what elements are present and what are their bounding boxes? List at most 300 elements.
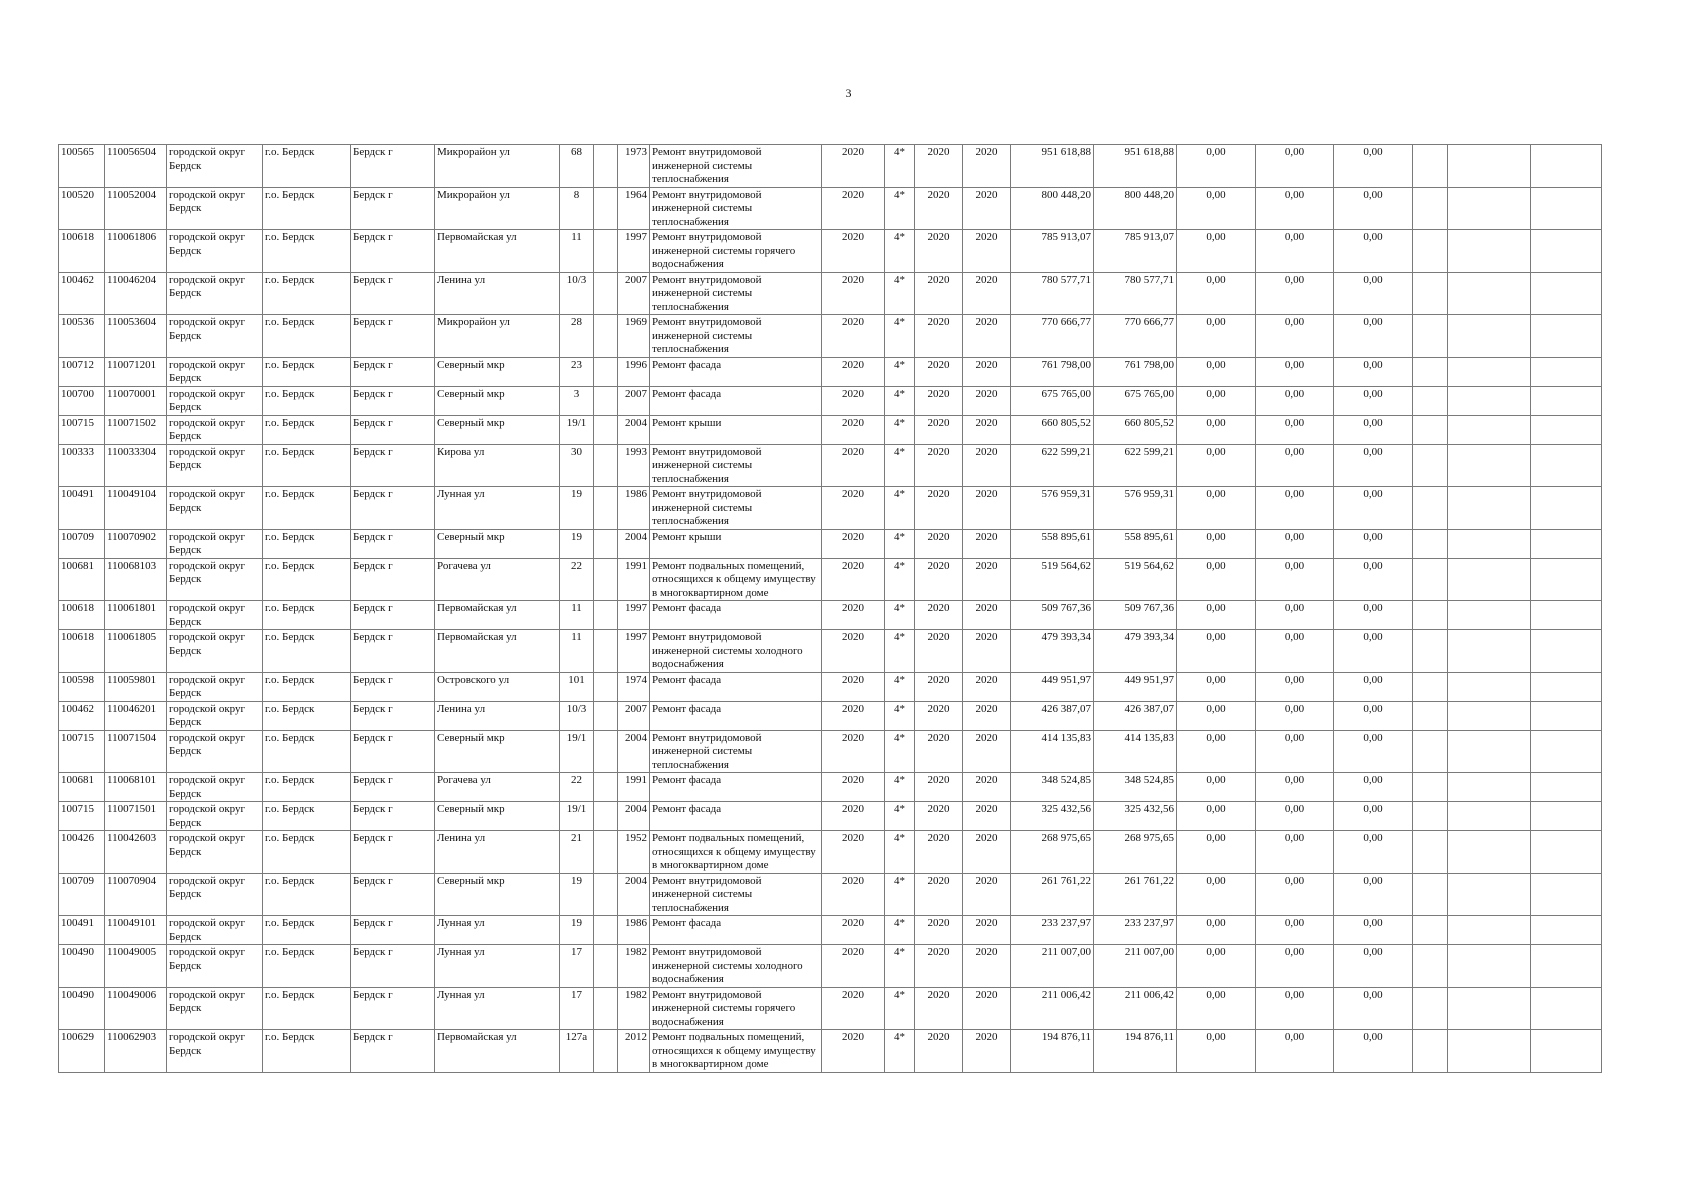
cell-plan-year: 2020 bbox=[822, 187, 885, 230]
cell-object-id: 100598 bbox=[59, 672, 105, 701]
cell-commissioning-year: 1982 bbox=[618, 945, 650, 988]
cell-object-id: 100712 bbox=[59, 357, 105, 386]
cell-extra-col-3 bbox=[1531, 558, 1602, 601]
cell-budget-cost-1: 0,00 bbox=[1177, 145, 1256, 188]
cell-budget-cost-3: 0,00 bbox=[1334, 145, 1413, 188]
cell-house-number: 101 bbox=[560, 672, 594, 701]
cell-end-year: 2020 bbox=[963, 630, 1011, 673]
cell-locality: Бердск г bbox=[351, 357, 435, 386]
cell-building bbox=[594, 558, 618, 601]
cell-budget-cost-1: 0,00 bbox=[1177, 444, 1256, 487]
cell-municipality: городской округ Бердск bbox=[167, 987, 263, 1030]
cell-district: г.о. Бердск bbox=[263, 230, 351, 273]
cell-repair-work-code: 110061806 bbox=[105, 230, 167, 273]
table-row bbox=[59, 802, 1602, 831]
cell-category: 4* bbox=[885, 444, 915, 487]
cell-plan-year: 2020 bbox=[822, 773, 885, 802]
cell-total-cost: 675 765,00 bbox=[1011, 386, 1094, 415]
cell-object-id: 100565 bbox=[59, 145, 105, 188]
cell-plan-year: 2020 bbox=[822, 145, 885, 188]
cell-commissioning-year: 2004 bbox=[618, 730, 650, 773]
cell-street: Лунная ул bbox=[435, 916, 560, 945]
cell-plan-year: 2020 bbox=[822, 558, 885, 601]
cell-object-id: 100536 bbox=[59, 315, 105, 358]
cell-repair-work-code: 110061801 bbox=[105, 601, 167, 630]
cell-locality: Бердск г bbox=[351, 230, 435, 273]
cell-house-number: 30 bbox=[560, 444, 594, 487]
cell-end-year: 2020 bbox=[963, 272, 1011, 315]
page-number: 3 bbox=[845, 86, 852, 100]
cell-locality: Бердск г bbox=[351, 529, 435, 558]
table-row bbox=[59, 831, 1602, 874]
cell-extra-col-1 bbox=[1413, 187, 1448, 230]
cell-extra-col-3 bbox=[1531, 831, 1602, 874]
cell-building bbox=[594, 873, 618, 916]
cell-budget-cost-2: 0,00 bbox=[1256, 672, 1334, 701]
cell-work-type: Ремонт внутридомовой инженерной системы холодного водоснабжения bbox=[650, 630, 822, 673]
cell-budget-cost-3: 0,00 bbox=[1334, 873, 1413, 916]
cell-plan-year: 2020 bbox=[822, 315, 885, 358]
cell-district: г.о. Бердск bbox=[263, 272, 351, 315]
cell-object-id: 100709 bbox=[59, 873, 105, 916]
cell-budget-cost-1: 0,00 bbox=[1177, 357, 1256, 386]
cell-budget-cost-2: 0,00 bbox=[1256, 773, 1334, 802]
cell-extra-col-3 bbox=[1531, 415, 1602, 444]
cell-budget-cost-1: 0,00 bbox=[1177, 672, 1256, 701]
cell-total-cost: 558 895,61 bbox=[1011, 529, 1094, 558]
cell-municipality: городской округ Бердск bbox=[167, 357, 263, 386]
cell-category: 4* bbox=[885, 357, 915, 386]
cell-budget-cost-3: 0,00 bbox=[1334, 701, 1413, 730]
cell-category: 4* bbox=[885, 672, 915, 701]
cell-locality: Бердск г bbox=[351, 1030, 435, 1073]
cell-end-year: 2020 bbox=[963, 672, 1011, 701]
cell-municipality: городской округ Бердск bbox=[167, 315, 263, 358]
cell-locality: Бердск г bbox=[351, 916, 435, 945]
cell-building bbox=[594, 315, 618, 358]
cell-category: 4* bbox=[885, 529, 915, 558]
cell-municipality: городской округ Бердск bbox=[167, 802, 263, 831]
cell-house-number: 22 bbox=[560, 773, 594, 802]
cell-extra-col-3 bbox=[1531, 1030, 1602, 1073]
table-row bbox=[59, 529, 1602, 558]
cell-object-id: 100700 bbox=[59, 386, 105, 415]
cell-extra-col-2 bbox=[1448, 386, 1531, 415]
cell-locality: Бердск г bbox=[351, 831, 435, 874]
cell-budget-cost-2: 0,00 bbox=[1256, 630, 1334, 673]
cell-category: 4* bbox=[885, 558, 915, 601]
cell-object-id: 100333 bbox=[59, 444, 105, 487]
cell-repair-work-code: 110053604 bbox=[105, 315, 167, 358]
cell-end-year: 2020 bbox=[963, 487, 1011, 530]
cell-total-cost: 211 006,42 bbox=[1011, 987, 1094, 1030]
cell-municipality: городской округ Бердск bbox=[167, 558, 263, 601]
cell-plan-year: 2020 bbox=[822, 487, 885, 530]
cell-category: 4* bbox=[885, 187, 915, 230]
cell-plan-year: 2020 bbox=[822, 386, 885, 415]
cell-budget-cost-2: 0,00 bbox=[1256, 802, 1334, 831]
cell-start-year: 2020 bbox=[915, 415, 963, 444]
cell-municipality: городской округ Бердск bbox=[167, 529, 263, 558]
cell-object-id: 100681 bbox=[59, 773, 105, 802]
cell-end-year: 2020 bbox=[963, 558, 1011, 601]
cell-fund-cost: 675 765,00 bbox=[1094, 386, 1177, 415]
table-row bbox=[59, 601, 1602, 630]
cell-budget-cost-3: 0,00 bbox=[1334, 773, 1413, 802]
cell-house-number: 3 bbox=[560, 386, 594, 415]
cell-municipality: городской округ Бердск bbox=[167, 916, 263, 945]
cell-extra-col-1 bbox=[1413, 315, 1448, 358]
cell-house-number: 19 bbox=[560, 487, 594, 530]
cell-end-year: 2020 bbox=[963, 357, 1011, 386]
cell-locality: Бердск г bbox=[351, 315, 435, 358]
table-row bbox=[59, 444, 1602, 487]
cell-extra-col-3 bbox=[1531, 672, 1602, 701]
cell-category: 4* bbox=[885, 145, 915, 188]
cell-building bbox=[594, 802, 618, 831]
cell-street: Рогачева ул bbox=[435, 558, 560, 601]
cell-extra-col-1 bbox=[1413, 630, 1448, 673]
cell-budget-cost-1: 0,00 bbox=[1177, 916, 1256, 945]
cell-fund-cost: 951 618,88 bbox=[1094, 145, 1177, 188]
cell-district: г.о. Бердск bbox=[263, 945, 351, 988]
cell-district: г.о. Бердск bbox=[263, 444, 351, 487]
cell-district: г.о. Бердск bbox=[263, 987, 351, 1030]
cell-budget-cost-3: 0,00 bbox=[1334, 987, 1413, 1030]
cell-category: 4* bbox=[885, 802, 915, 831]
cell-commissioning-year: 1973 bbox=[618, 145, 650, 188]
cell-street: Островского ул bbox=[435, 672, 560, 701]
cell-extra-col-2 bbox=[1448, 873, 1531, 916]
cell-locality: Бердск г bbox=[351, 773, 435, 802]
cell-work-type: Ремонт внутридомовой инженерной системы горячего водоснабжения bbox=[650, 987, 822, 1030]
cell-extra-col-1 bbox=[1413, 558, 1448, 601]
cell-budget-cost-2: 0,00 bbox=[1256, 145, 1334, 188]
cell-building bbox=[594, 773, 618, 802]
cell-commissioning-year: 2004 bbox=[618, 802, 650, 831]
cell-extra-col-2 bbox=[1448, 916, 1531, 945]
cell-start-year: 2020 bbox=[915, 831, 963, 874]
cell-budget-cost-2: 0,00 bbox=[1256, 601, 1334, 630]
cell-extra-col-3 bbox=[1531, 730, 1602, 773]
cell-commissioning-year: 1993 bbox=[618, 444, 650, 487]
cell-house-number: 10/3 bbox=[560, 701, 594, 730]
cell-extra-col-3 bbox=[1531, 601, 1602, 630]
cell-extra-col-2 bbox=[1448, 558, 1531, 601]
cell-repair-work-code: 110056504 bbox=[105, 145, 167, 188]
cell-total-cost: 426 387,07 bbox=[1011, 701, 1094, 730]
cell-category: 4* bbox=[885, 1030, 915, 1073]
cell-extra-col-3 bbox=[1531, 444, 1602, 487]
cell-budget-cost-3: 0,00 bbox=[1334, 672, 1413, 701]
cell-budget-cost-1: 0,00 bbox=[1177, 945, 1256, 988]
cell-start-year: 2020 bbox=[915, 272, 963, 315]
table-row bbox=[59, 145, 1602, 188]
cell-municipality: городской округ Бердск bbox=[167, 145, 263, 188]
cell-budget-cost-1: 0,00 bbox=[1177, 315, 1256, 358]
cell-plan-year: 2020 bbox=[822, 873, 885, 916]
cell-extra-col-1 bbox=[1413, 672, 1448, 701]
cell-municipality: городской округ Бердск bbox=[167, 272, 263, 315]
cell-plan-year: 2020 bbox=[822, 357, 885, 386]
cell-budget-cost-2: 0,00 bbox=[1256, 187, 1334, 230]
cell-district: г.о. Бердск bbox=[263, 730, 351, 773]
cell-municipality: городской округ Бердск bbox=[167, 487, 263, 530]
cell-plan-year: 2020 bbox=[822, 601, 885, 630]
cell-repair-work-code: 110068103 bbox=[105, 558, 167, 601]
cell-start-year: 2020 bbox=[915, 873, 963, 916]
cell-budget-cost-3: 0,00 bbox=[1334, 831, 1413, 874]
cell-district: г.о. Бердск bbox=[263, 357, 351, 386]
cell-work-type: Ремонт внутридомовой инженерной системы теплоснабжения bbox=[650, 272, 822, 315]
cell-end-year: 2020 bbox=[963, 601, 1011, 630]
cell-municipality: городской округ Бердск bbox=[167, 630, 263, 673]
cell-district: г.о. Бердск bbox=[263, 802, 351, 831]
cell-district: г.о. Бердск bbox=[263, 1030, 351, 1073]
cell-start-year: 2020 bbox=[915, 1030, 963, 1073]
cell-building bbox=[594, 630, 618, 673]
cell-commissioning-year: 2004 bbox=[618, 529, 650, 558]
cell-budget-cost-3: 0,00 bbox=[1334, 945, 1413, 988]
cell-object-id: 100491 bbox=[59, 487, 105, 530]
cell-start-year: 2020 bbox=[915, 444, 963, 487]
cell-budget-cost-2: 0,00 bbox=[1256, 529, 1334, 558]
cell-total-cost: 325 432,56 bbox=[1011, 802, 1094, 831]
cell-budget-cost-2: 0,00 bbox=[1256, 831, 1334, 874]
cell-budget-cost-1: 0,00 bbox=[1177, 730, 1256, 773]
cell-street: Микрорайон ул bbox=[435, 187, 560, 230]
cell-commissioning-year: 1986 bbox=[618, 487, 650, 530]
cell-fund-cost: 414 135,83 bbox=[1094, 730, 1177, 773]
cell-house-number: 10/3 bbox=[560, 272, 594, 315]
cell-category: 4* bbox=[885, 873, 915, 916]
cell-fund-cost: 211 006,42 bbox=[1094, 987, 1177, 1030]
cell-extra-col-1 bbox=[1413, 701, 1448, 730]
cell-extra-col-1 bbox=[1413, 529, 1448, 558]
cell-extra-col-2 bbox=[1448, 730, 1531, 773]
cell-budget-cost-2: 0,00 bbox=[1256, 916, 1334, 945]
cell-municipality: городской округ Бердск bbox=[167, 415, 263, 444]
cell-building bbox=[594, 487, 618, 530]
cell-budget-cost-3: 0,00 bbox=[1334, 916, 1413, 945]
cell-repair-work-code: 110071502 bbox=[105, 415, 167, 444]
cell-commissioning-year: 1982 bbox=[618, 987, 650, 1030]
cell-locality: Бердск г bbox=[351, 272, 435, 315]
cell-house-number: 23 bbox=[560, 357, 594, 386]
cell-extra-col-3 bbox=[1531, 802, 1602, 831]
cell-plan-year: 2020 bbox=[822, 987, 885, 1030]
cell-total-cost: 348 524,85 bbox=[1011, 773, 1094, 802]
cell-plan-year: 2020 bbox=[822, 1030, 885, 1073]
cell-municipality: городской округ Бердск bbox=[167, 672, 263, 701]
cell-fund-cost: 785 913,07 bbox=[1094, 230, 1177, 273]
cell-commissioning-year: 1996 bbox=[618, 357, 650, 386]
cell-building bbox=[594, 672, 618, 701]
cell-repair-work-code: 110070904 bbox=[105, 873, 167, 916]
cell-extra-col-2 bbox=[1448, 487, 1531, 530]
cell-start-year: 2020 bbox=[915, 315, 963, 358]
cell-budget-cost-3: 0,00 bbox=[1334, 487, 1413, 530]
cell-object-id: 100520 bbox=[59, 187, 105, 230]
cell-start-year: 2020 bbox=[915, 187, 963, 230]
cell-budget-cost-1: 0,00 bbox=[1177, 272, 1256, 315]
cell-building bbox=[594, 529, 618, 558]
cell-extra-col-1 bbox=[1413, 357, 1448, 386]
cell-building bbox=[594, 357, 618, 386]
cell-work-type: Ремонт внутридомовой инженерной системы холодного водоснабжения bbox=[650, 945, 822, 988]
cell-category: 4* bbox=[885, 230, 915, 273]
cell-fund-cost: 519 564,62 bbox=[1094, 558, 1177, 601]
cell-district: г.о. Бердск bbox=[263, 487, 351, 530]
cell-budget-cost-1: 0,00 bbox=[1177, 386, 1256, 415]
cell-street: Рогачева ул bbox=[435, 773, 560, 802]
table-row bbox=[59, 630, 1602, 673]
cell-work-type: Ремонт внутридомовой инженерной системы теплоснабжения bbox=[650, 487, 822, 530]
cell-start-year: 2020 bbox=[915, 357, 963, 386]
cell-budget-cost-2: 0,00 bbox=[1256, 357, 1334, 386]
cell-fund-cost: 261 761,22 bbox=[1094, 873, 1177, 916]
cell-object-id: 100681 bbox=[59, 558, 105, 601]
cell-budget-cost-3: 0,00 bbox=[1334, 630, 1413, 673]
cell-budget-cost-1: 0,00 bbox=[1177, 831, 1256, 874]
cell-end-year: 2020 bbox=[963, 415, 1011, 444]
cell-category: 4* bbox=[885, 945, 915, 988]
cell-budget-cost-2: 0,00 bbox=[1256, 272, 1334, 315]
cell-district: г.о. Бердск bbox=[263, 529, 351, 558]
cell-work-type: Ремонт фасада bbox=[650, 601, 822, 630]
cell-budget-cost-3: 0,00 bbox=[1334, 187, 1413, 230]
cell-work-type: Ремонт подвальных помещений, относящихся к общему имуществу в многоквартирном доме bbox=[650, 1030, 822, 1073]
cell-object-id: 100462 bbox=[59, 701, 105, 730]
cell-total-cost: 479 393,34 bbox=[1011, 630, 1094, 673]
cell-fund-cost: 770 666,77 bbox=[1094, 315, 1177, 358]
cell-object-id: 100462 bbox=[59, 272, 105, 315]
cell-fund-cost: 233 237,97 bbox=[1094, 916, 1177, 945]
cell-locality: Бердск г bbox=[351, 444, 435, 487]
cell-category: 4* bbox=[885, 487, 915, 530]
cell-street: Первомайская ул bbox=[435, 1030, 560, 1073]
cell-house-number: 19 bbox=[560, 529, 594, 558]
cell-municipality: городской округ Бердск bbox=[167, 444, 263, 487]
cell-budget-cost-2: 0,00 bbox=[1256, 386, 1334, 415]
cell-extra-col-1 bbox=[1413, 601, 1448, 630]
cell-repair-work-code: 110071201 bbox=[105, 357, 167, 386]
cell-municipality: городской округ Бердск bbox=[167, 1030, 263, 1073]
cell-budget-cost-1: 0,00 bbox=[1177, 773, 1256, 802]
cell-house-number: 28 bbox=[560, 315, 594, 358]
cell-extra-col-1 bbox=[1413, 487, 1448, 530]
cell-budget-cost-1: 0,00 bbox=[1177, 187, 1256, 230]
cell-commissioning-year: 2007 bbox=[618, 272, 650, 315]
cell-object-id: 100426 bbox=[59, 831, 105, 874]
cell-locality: Бердск г bbox=[351, 487, 435, 530]
cell-budget-cost-2: 0,00 bbox=[1256, 701, 1334, 730]
cell-commissioning-year: 1969 bbox=[618, 315, 650, 358]
cell-building bbox=[594, 701, 618, 730]
cell-extra-col-2 bbox=[1448, 1030, 1531, 1073]
cell-total-cost: 800 448,20 bbox=[1011, 187, 1094, 230]
cell-total-cost: 449 951,97 bbox=[1011, 672, 1094, 701]
cell-street: Северный мкр bbox=[435, 415, 560, 444]
table-row bbox=[59, 1030, 1602, 1073]
table-row bbox=[59, 187, 1602, 230]
cell-municipality: городской округ Бердск bbox=[167, 730, 263, 773]
cell-end-year: 2020 bbox=[963, 1030, 1011, 1073]
cell-extra-col-2 bbox=[1448, 987, 1531, 1030]
cell-municipality: городской округ Бердск bbox=[167, 873, 263, 916]
table-row bbox=[59, 672, 1602, 701]
cell-budget-cost-3: 0,00 bbox=[1334, 601, 1413, 630]
cell-extra-col-2 bbox=[1448, 187, 1531, 230]
cell-budget-cost-2: 0,00 bbox=[1256, 230, 1334, 273]
cell-extra-col-1 bbox=[1413, 145, 1448, 188]
cell-start-year: 2020 bbox=[915, 773, 963, 802]
cell-repair-work-code: 110049104 bbox=[105, 487, 167, 530]
cell-house-number: 17 bbox=[560, 987, 594, 1030]
cell-district: г.о. Бердск bbox=[263, 630, 351, 673]
cell-locality: Бердск г bbox=[351, 802, 435, 831]
cell-extra-col-3 bbox=[1531, 945, 1602, 988]
cell-locality: Бердск г bbox=[351, 145, 435, 188]
cell-building bbox=[594, 1030, 618, 1073]
cell-street: Северный мкр bbox=[435, 529, 560, 558]
cell-fund-cost: 194 876,11 bbox=[1094, 1030, 1177, 1073]
cell-budget-cost-3: 0,00 bbox=[1334, 730, 1413, 773]
cell-commissioning-year: 1986 bbox=[618, 916, 650, 945]
cell-extra-col-3 bbox=[1531, 187, 1602, 230]
cell-budget-cost-1: 0,00 bbox=[1177, 802, 1256, 831]
cell-category: 4* bbox=[885, 987, 915, 1030]
cell-work-type: Ремонт фасада bbox=[650, 357, 822, 386]
cell-commissioning-year: 1997 bbox=[618, 630, 650, 673]
table-row bbox=[59, 272, 1602, 315]
cell-commissioning-year: 2004 bbox=[618, 873, 650, 916]
cell-start-year: 2020 bbox=[915, 672, 963, 701]
table-row bbox=[59, 558, 1602, 601]
cell-plan-year: 2020 bbox=[822, 672, 885, 701]
cell-start-year: 2020 bbox=[915, 701, 963, 730]
cell-category: 4* bbox=[885, 272, 915, 315]
cell-start-year: 2020 bbox=[915, 145, 963, 188]
cell-budget-cost-3: 0,00 bbox=[1334, 272, 1413, 315]
cell-total-cost: 233 237,97 bbox=[1011, 916, 1094, 945]
cell-street: Микрорайон ул bbox=[435, 145, 560, 188]
cell-budget-cost-3: 0,00 bbox=[1334, 802, 1413, 831]
cell-municipality: городской округ Бердск bbox=[167, 601, 263, 630]
cell-locality: Бердск г bbox=[351, 630, 435, 673]
cell-end-year: 2020 bbox=[963, 187, 1011, 230]
table-row bbox=[59, 916, 1602, 945]
cell-plan-year: 2020 bbox=[822, 415, 885, 444]
cell-total-cost: 519 564,62 bbox=[1011, 558, 1094, 601]
cell-total-cost: 268 975,65 bbox=[1011, 831, 1094, 874]
cell-repair-work-code: 110071501 bbox=[105, 802, 167, 831]
cell-fund-cost: 509 767,36 bbox=[1094, 601, 1177, 630]
cell-extra-col-3 bbox=[1531, 529, 1602, 558]
cell-building bbox=[594, 145, 618, 188]
cell-locality: Бердск г bbox=[351, 601, 435, 630]
table-row bbox=[59, 487, 1602, 530]
cell-district: г.о. Бердск bbox=[263, 831, 351, 874]
cell-building bbox=[594, 987, 618, 1030]
cell-category: 4* bbox=[885, 601, 915, 630]
cell-street: Северный мкр bbox=[435, 357, 560, 386]
cell-extra-col-3 bbox=[1531, 487, 1602, 530]
cell-municipality: городской округ Бердск bbox=[167, 386, 263, 415]
cell-district: г.о. Бердск bbox=[263, 773, 351, 802]
cell-repair-work-code: 110049006 bbox=[105, 987, 167, 1030]
cell-house-number: 19 bbox=[560, 873, 594, 916]
